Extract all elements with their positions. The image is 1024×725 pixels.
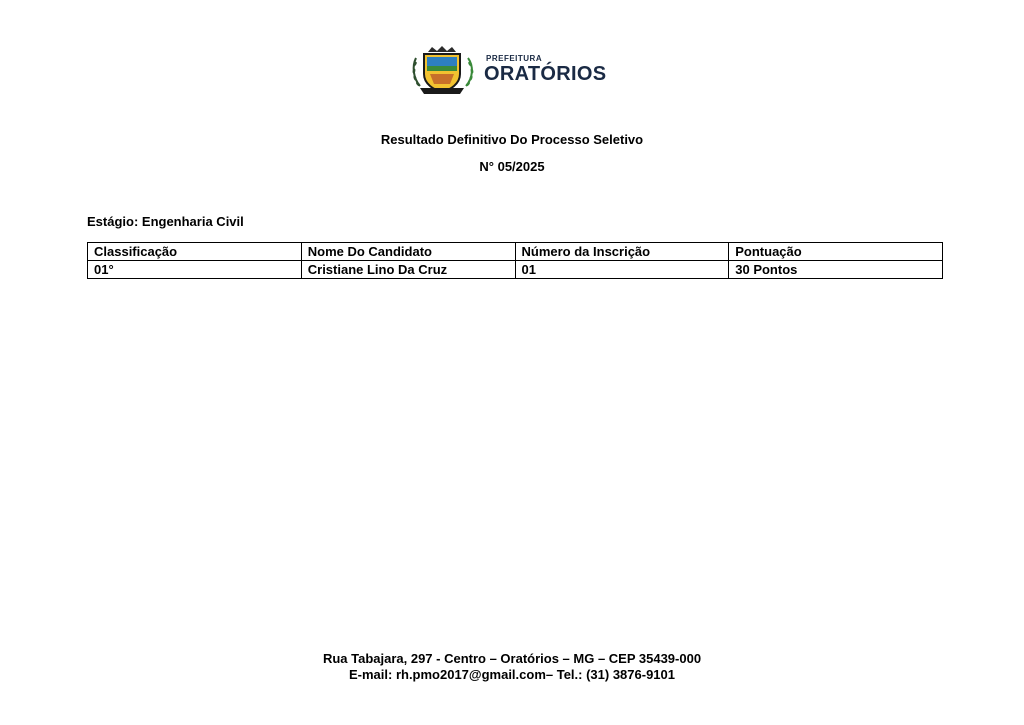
table-cell: 01 — [515, 261, 729, 279]
document-number: N° 05/2025 — [479, 159, 545, 174]
column-header-classificacao: Classificação — [88, 243, 302, 261]
column-header-pontuacao: Pontuação — [729, 243, 943, 261]
column-header-nome: Nome Do Candidato — [301, 243, 515, 261]
document-title: Resultado Definitivo Do Processo Seletivo — [380, 132, 644, 147]
city-seal-icon — [410, 44, 480, 96]
footer-contact: E-mail: rh.pmo2017@gmail.com– Tel.: (31) 3876-9101 — [348, 667, 675, 682]
table-header-row — [88, 243, 943, 261]
table-cell: Cristiane Lino Da Cruz — [301, 261, 515, 279]
logo-brand-name: ORATÓRIOS — [484, 63, 607, 85]
logo-subtitle: PREFEITURA — [486, 54, 543, 63]
column-header-inscricao: Número da Inscrição — [515, 243, 729, 261]
results-table — [87, 242, 943, 279]
footer-address: Rua Tabajara, 297 - Centro – Oratórios – MG – CEP 35439-000 — [322, 651, 702, 666]
table-row — [88, 261, 943, 279]
table-cell: 30 Pontos — [729, 261, 943, 279]
prefeitura-logo — [410, 44, 622, 96]
table-cell: 01° — [88, 261, 302, 279]
section-heading: Estágio: Engenharia Civil — [87, 214, 244, 229]
